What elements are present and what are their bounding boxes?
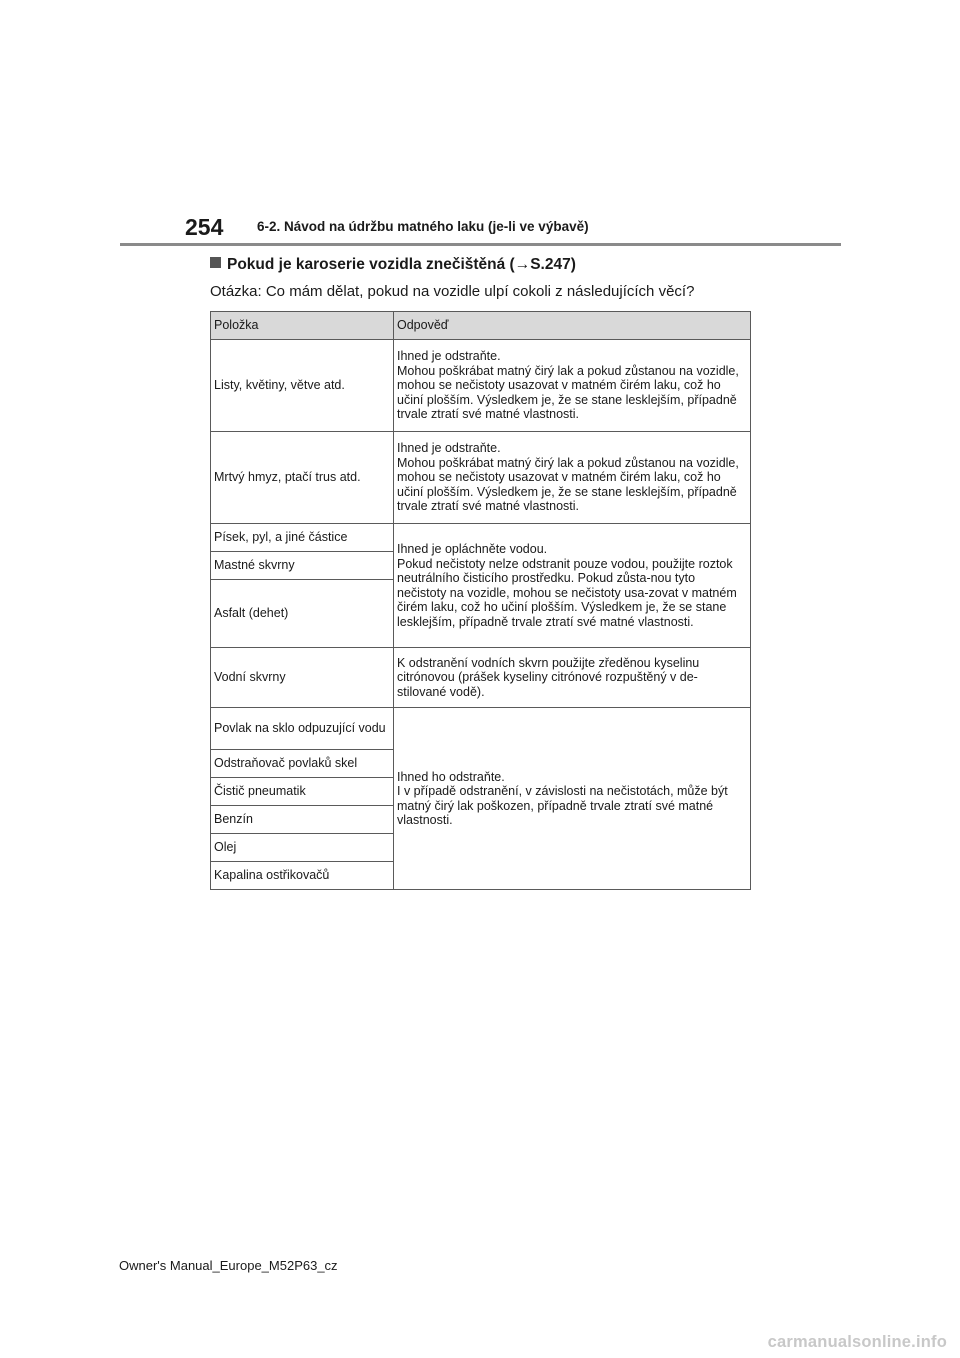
answer-cell: Ihned ho odstraňte. I v případě odstranění, v závislosti na nečistotách, může být matný čirý lak poškozen, případně trvale ztratí své matné vlastnosti.: [394, 708, 751, 890]
item-cell: Listy, květiny, větve atd.: [211, 340, 394, 432]
chapter-title: 6-2. Návod na údržbu matného laku (je-li ve výbavě): [257, 219, 589, 234]
item-cell: Asfalt (dehet): [211, 580, 394, 648]
item-cell: Čistič pneumatik: [211, 778, 394, 806]
answer-cell: Ihned je opláchněte vodou. Pokud nečistoty nelze odstranit pouze vodou, použijte roztok neutrálního čisticího prostředku. Pokud zůsta-nou tyto nečistoty na vozidle, mohou se nečistoty usa-zovat v matném čirém laku, což ho učiní plošším. Výsledkem je, že se stane lesklejším, případně trvale ztratí své matné vlastnosti.: [394, 524, 751, 648]
care-table: [210, 311, 751, 890]
table-row: [211, 648, 751, 708]
item-cell: Benzín: [211, 806, 394, 834]
item-cell: Povlak na sklo odpuzující vodu: [211, 708, 394, 750]
answer-cell: Ihned je odstraňte. Mohou poškrábat matný čirý lak a pokud zůstanou na vozidle, mohou se nečistoty usazovat v matném čirém laku, což ho učiní plošším. Výsledkem je, že se stane lesklejším, případně trvale ztratí své matné vlastnosti.: [394, 340, 751, 432]
table-row: [211, 432, 751, 524]
column-header-answer: Odpověď: [394, 312, 751, 340]
item-cell: Odstraňovač povlaků skel: [211, 750, 394, 778]
footer-manual-id: Owner's Manual_Europe_M52P63_cz: [119, 1258, 338, 1273]
answer-cell: K odstranění vodních skvrn použijte zředěnou kyselinu citrónovou (prášek kyseliny citrónové rozpuštěný v de-stilované vodě).: [394, 648, 751, 708]
item-cell: Olej: [211, 834, 394, 862]
table-row: [211, 524, 751, 552]
bullet-square-icon: [210, 257, 221, 268]
header-divider: [120, 243, 841, 246]
table-row: [211, 708, 751, 750]
section-heading: [210, 256, 576, 274]
item-cell: Vodní skvrny: [211, 648, 394, 708]
item-cell: Mrtvý hmyz, ptačí trus atd.: [211, 432, 394, 524]
answer-cell: Ihned je odstraňte. Mohou poškrábat matný čirý lak a pokud zůstanou na vozidle, mohou se nečistoty usazovat v matném čirém laku, což ho učiní plošším. Výsledkem je, že se stane lesklejším, případně trvale ztratí své matné vlastnosti.: [394, 432, 751, 524]
item-cell: Mastné skvrny: [211, 552, 394, 580]
table-header-row: [211, 312, 751, 340]
watermark: carmanualsonline.info: [767, 1333, 947, 1351]
column-header-item: Položka: [211, 312, 394, 340]
table-row: [211, 340, 751, 432]
item-cell: Písek, pyl, a jiné částice: [211, 524, 394, 552]
item-cell: Kapalina ostřikovačů: [211, 862, 394, 890]
page-number: 254: [185, 214, 224, 240]
question-text: Otázka: Co mám dělat, pokud na vozidle ulpí cokoli z následujících věcí?: [210, 283, 695, 300]
section-heading-text: Pokud je karoserie vozidla znečištěná (→S.247): [227, 256, 576, 273]
